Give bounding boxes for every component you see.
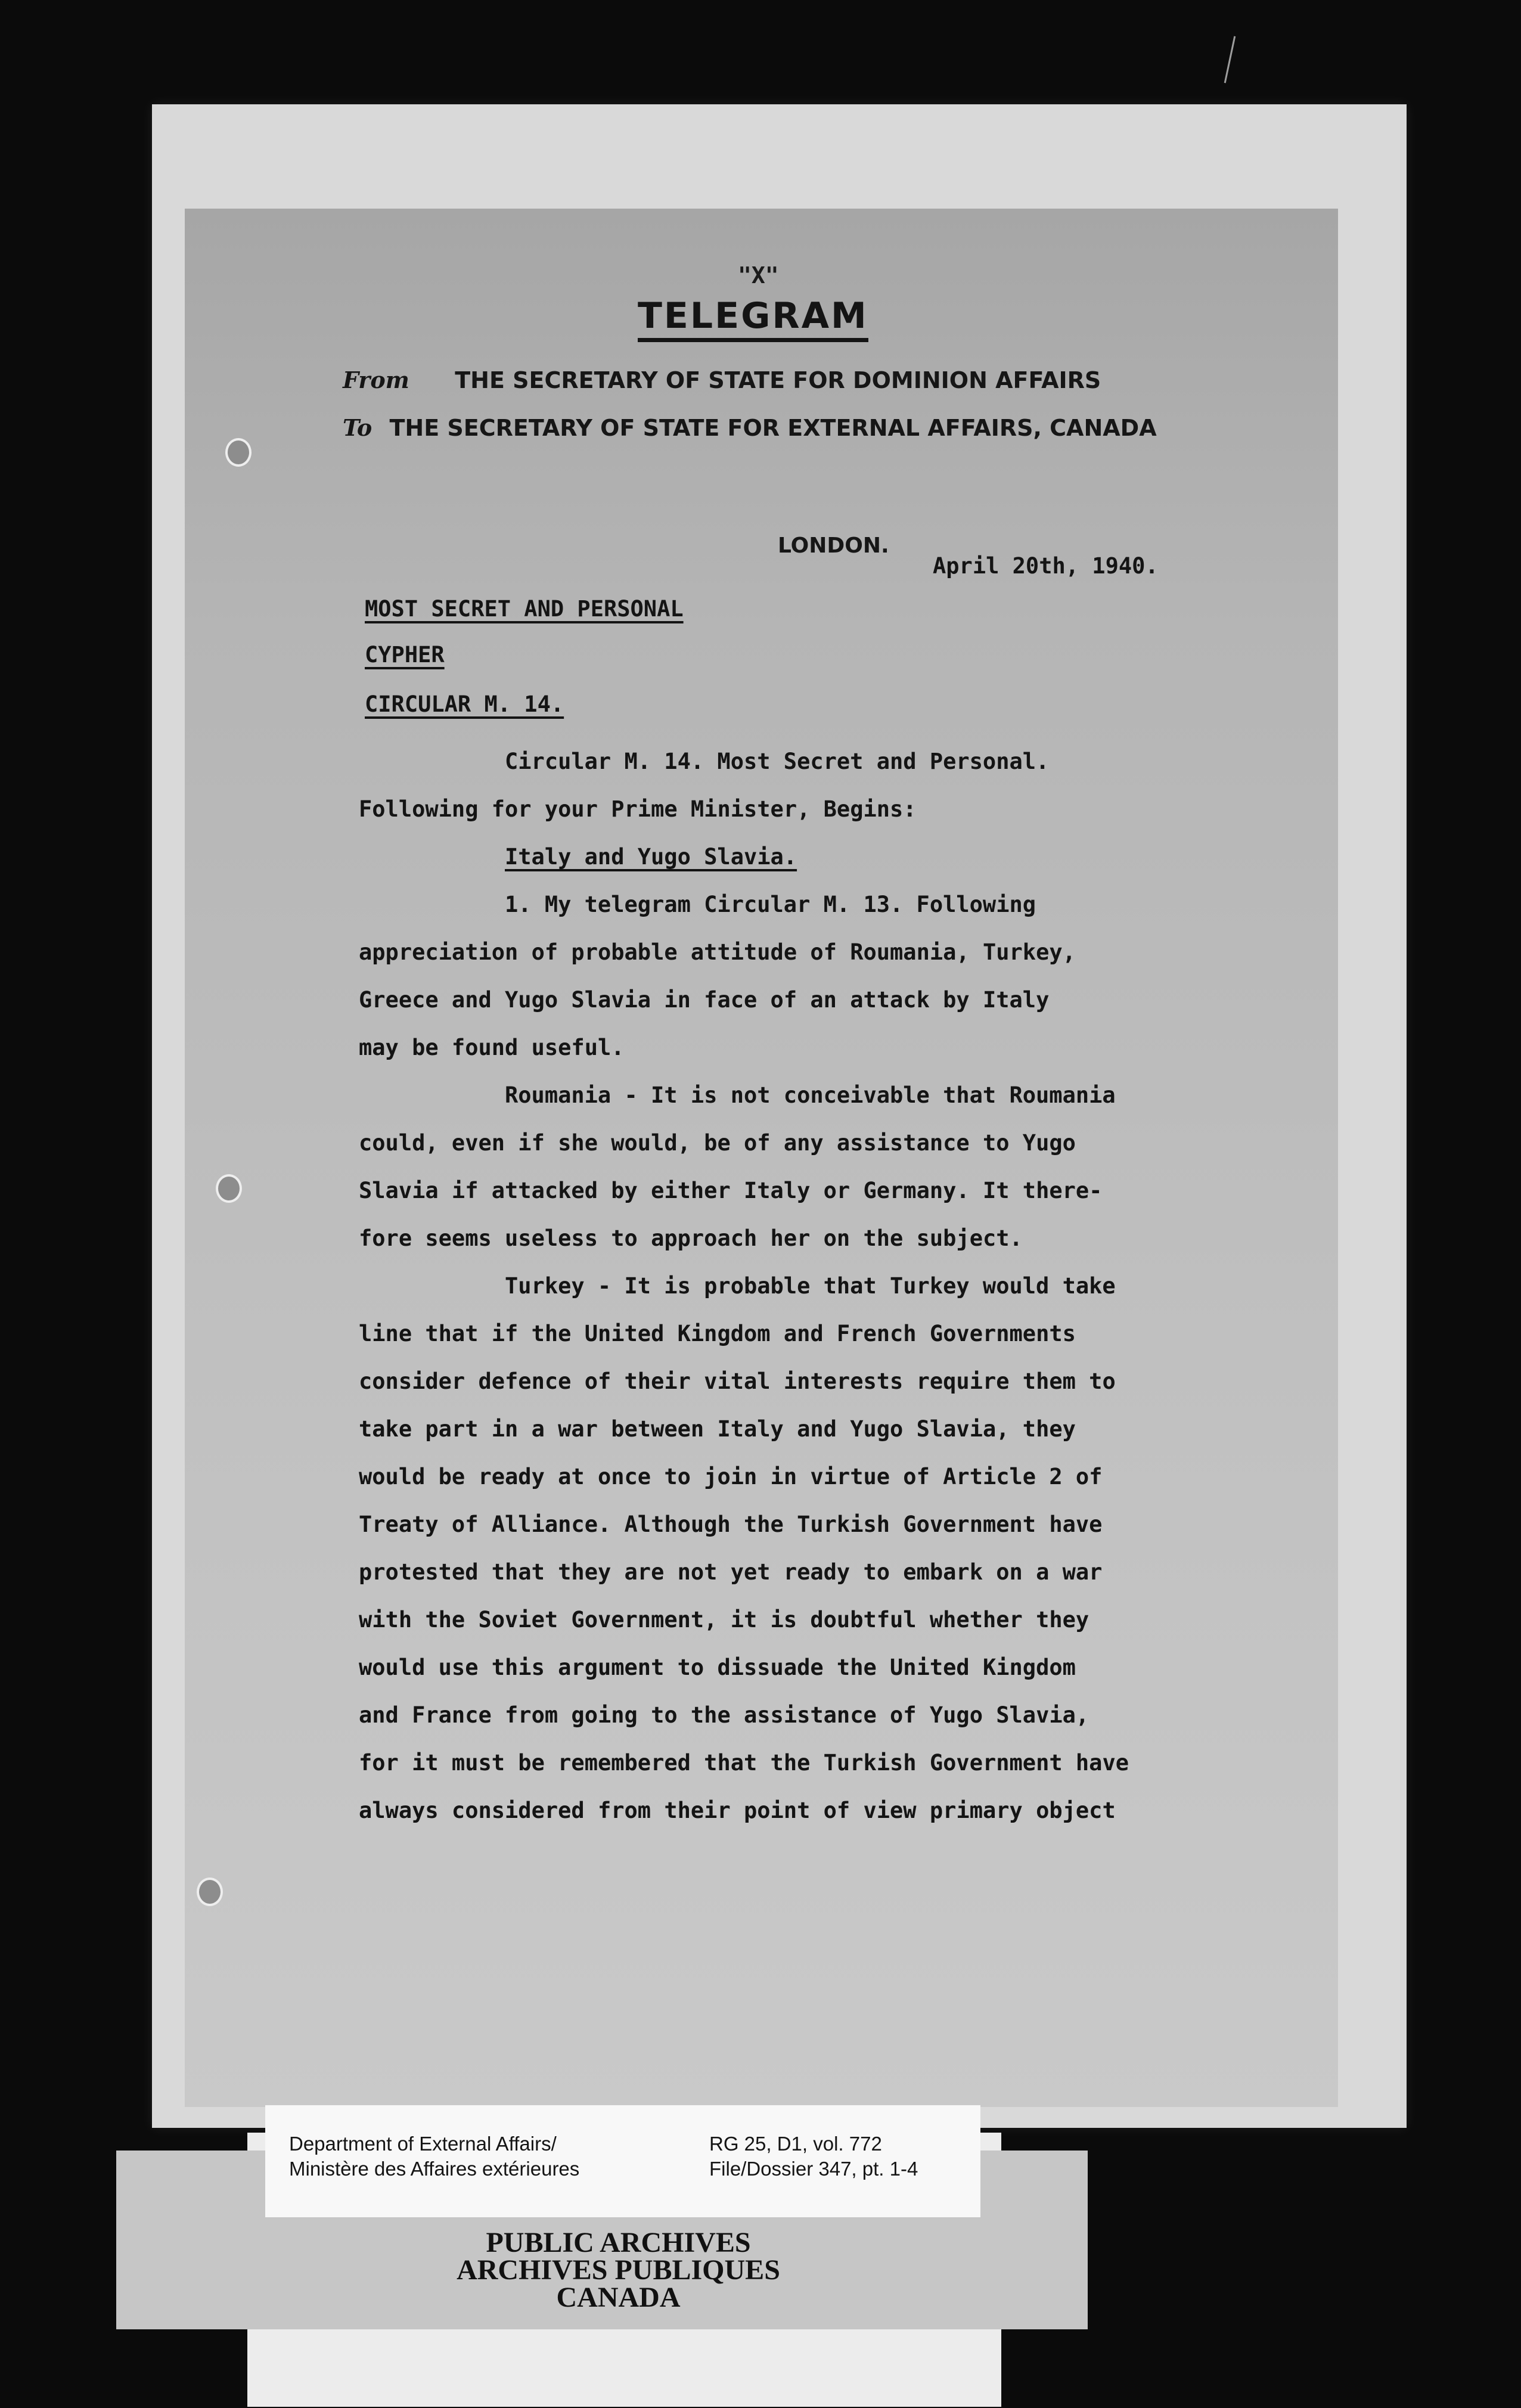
body-line: would use this argument to dissuade the United Kingdom [359,1655,1076,1680]
body-line: Circular M. 14. Most Secret and Personal. [505,749,1050,774]
punch-hole [197,1878,223,1906]
circular-header: CIRCULAR M. 14. [365,691,564,717]
classification-mark: "X" [738,262,779,288]
body-line: Turkey - It is probable that Turkey would take [505,1273,1116,1299]
body-line: take part in a war between Italy and Yugo Slavia, they [359,1416,1076,1442]
subject-heading-text: Italy and Yugo Slavia. [505,844,797,870]
department-line: Department of External Affairs/ [289,2133,557,2155]
subject-heading [359,833,1217,881]
body-line: 1. My telegram Circular M. 13. Following [505,892,1036,917]
stamp-line: ARCHIVES PUBLIQUES [457,2254,780,2286]
punch-hole [225,438,252,467]
to-label: To [343,414,373,441]
stamp-line: PUBLIC ARCHIVES [486,2227,751,2258]
body-line: fore seems useless to approach her on the subject. [359,1225,1023,1251]
department-line: Ministère des Affaires extérieures [289,2158,580,2180]
to-text: THE SECRETARY OF STATE FOR EXTERNAL AFFAIRS, CANADA [389,415,1157,441]
body-line: would be ready at once to join in virtue of Article 2 of [359,1464,1103,1490]
body-line: always considered from their point of view primary object [359,1798,1116,1823]
reference-line: RG 25, D1, vol. 772 [709,2133,882,2155]
from-line [343,367,1101,393]
from-label: From [343,367,409,393]
body-line: consider defence of their vital interests require them to [359,1369,1116,1394]
body-line: with the Soviet Government, it is doubtful whether they [359,1607,1089,1633]
body-line: Treaty of Alliance. Although the Turkish Government have [359,1512,1103,1537]
cypher-header: CYPHER [365,642,445,668]
department-label [289,2131,579,2182]
body-line: and France from going to the assistance of Yugo Slavia, [359,1702,1089,1728]
stamp-line: CANADA [556,2282,681,2313]
body-line: appreciation of probable attitude of Roumania, Turkey, [359,939,1076,965]
security-header: MOST SECRET AND PERSONAL [365,596,684,622]
body-line: Following for your Prime Minister, Begins: [359,796,917,822]
from-text: THE SECRETARY OF STATE FOR DOMINION AFFAIRS [455,367,1101,393]
form-title: TELEGRAM [638,295,868,342]
body-line: Greece and Yugo Slavia in face of an attack by Italy [359,987,1050,1013]
telegram-body [359,738,1217,1835]
body-line: Roumania - It is not conceivable that Roumania [505,1082,1116,1108]
telegram-date: April 20th, 1940. [933,553,1159,579]
body-line: for it must be remembered that the Turkish Government have [359,1750,1129,1776]
punch-hole [216,1174,242,1203]
public-archives-stamp [247,2229,989,2311]
reference-line: File/Dossier 347, pt. 1-4 [709,2158,918,2180]
to-line [343,414,1157,441]
body-line: line that if the United Kingdom and French Governments [359,1321,1076,1346]
body-line: protested that they are not yet ready to embark on a war [359,1559,1103,1585]
place-label: LONDON. [778,533,889,558]
body-line: Slavia if attacked by either Italy or Germany. It there- [359,1178,1103,1203]
archive-reference [709,2131,918,2182]
body-line: could, even if she would, be of any assistance to Yugo [359,1130,1076,1156]
body-line: may be found useful. [359,1035,625,1060]
